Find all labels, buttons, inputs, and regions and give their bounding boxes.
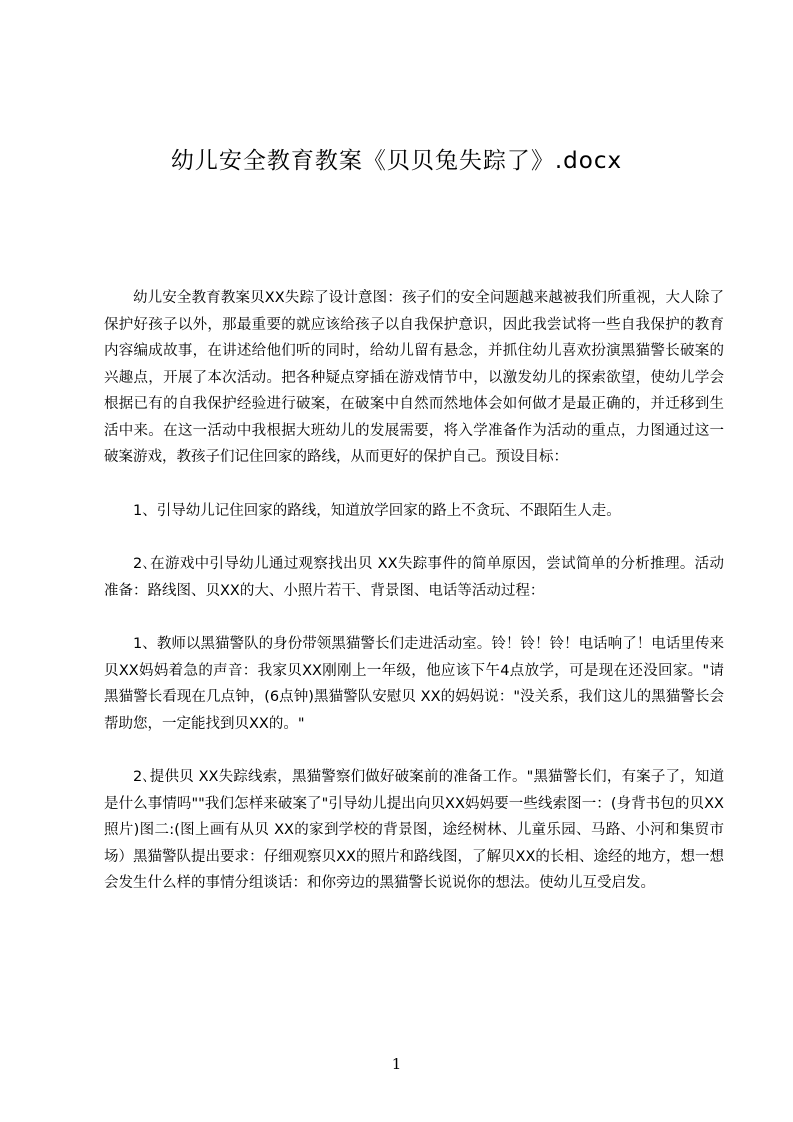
paragraph: 2､在游戏中引导幼儿通过观察找出贝 XX失踪事件的简单原因，尝试简单的分析推理。活动准备：路线图、贝XX的大、小照片若干、背景图、电话等活动过程： [104, 556, 724, 599]
document-title: 幼儿安全教育教案《贝贝兔失踪了》.docx [170, 148, 623, 174]
paragraph: 1、教师以黑猫警队的身份带领黑猫警长们走进活动室。铃！铃！铃！电话响了！电话里传来贝XX妈妈着急的声音：我家贝XX刚刚上一年级，他应该下午4点放学，可是现在还没回家。"请黑猫警长看现在几点钟，(6点钟)黑猫警队安慰贝 XX的妈妈说："没关系，我们这儿的黑猫警长会帮助您，一定能找到贝XX的。" [104, 636, 724, 732]
document-body [104, 285, 724, 924]
page-number: 1 [391, 1055, 402, 1073]
paragraph: 1、引导幼儿记住回家的路线，知道放学回家的路上不贪玩、不跟陌生人走。 [133, 502, 621, 519]
paragraph: 幼儿安全教育教案贝XX失踪了设计意图：孩子们的安全问题越来越被我们所重视，大人除了保护好孩子以外，那最重要的就应该给孩子以自我保护意识，因此我尝试将一些自我保护的教育内容编成故事，在讲述给他们听的同时，给幼儿留有悬念，并抓住幼儿喜欢扮演黑猫警长破案的兴趣点，开展了本次活动。把各种疑点穿插在游戏情节中，以激发幼儿的探索欲望，使幼儿学会根据已有的自我保护经验进行破案，在破案中自然而然地体会如何做才是最正确的，并迁移到生活中来。在这一活动中我根据大班幼儿的发展需要，将入学准备作为活动的重点，力图通过这一破案游戏，教孩子们记住回家的路线，从而更好的保护自己。预设目标： [104, 290, 724, 465]
paragraph: 2､提供贝 XX失踪线索，黑猫警察们做好破案前的准备工作。"黑猫警长们，有案子了，知道是什么事情吗""我们怎样来破案了"引导幼儿提出向贝XX妈妈要一些线索图一：(身背书包的贝XX照片)图二:(图上画有从贝 XX的家到学校的背景图，途经树林、儿童乐园、马路、小河和集贸市场）黑猫警队提出要求：仔细观察贝XX的照片和路线图，了解贝XX的长相、途经的地方，想一想会发生什么样的事情分组谈话：和你旁边的黑猫警长说说你的想法。使幼儿互受启发。 [104, 769, 724, 891]
